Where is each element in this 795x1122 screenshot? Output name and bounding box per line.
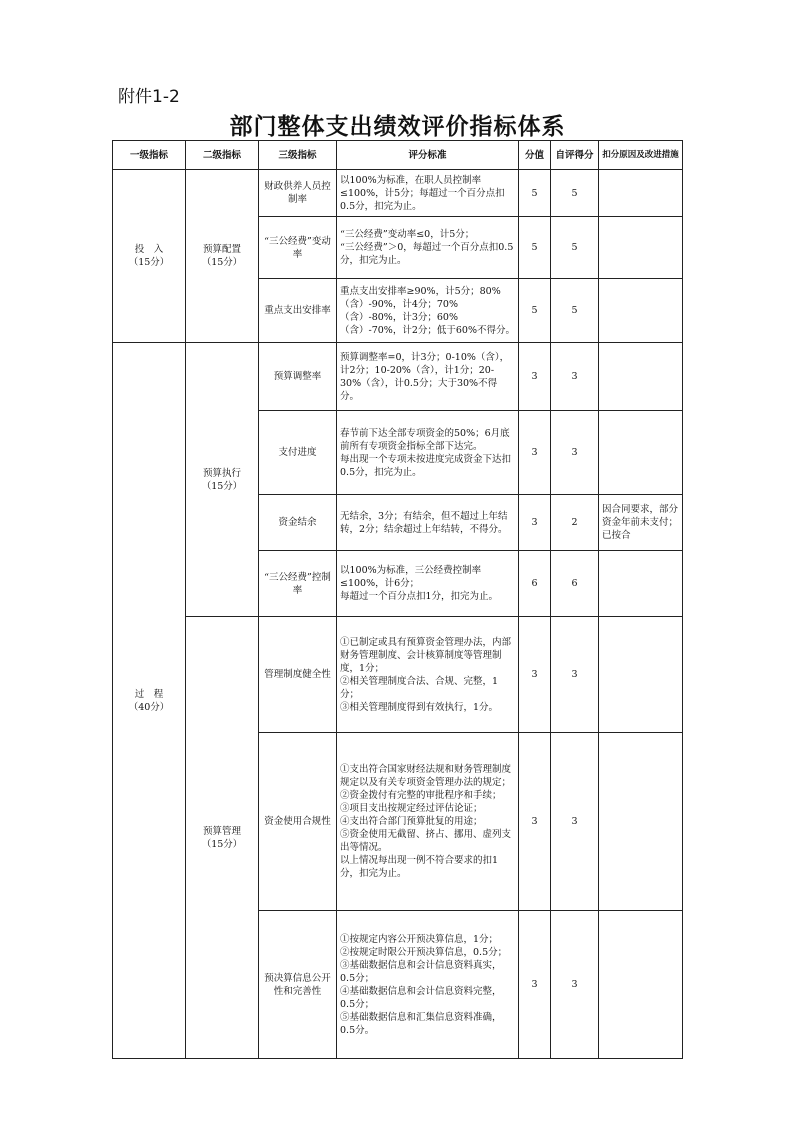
indicator-score: 5: [519, 279, 551, 343]
indicator-name: 资金结余: [259, 495, 337, 551]
indicator-reason: [599, 217, 683, 279]
table-row: [113, 170, 683, 217]
indicator-self-score: 5: [551, 170, 599, 217]
indicator-reason: [599, 411, 683, 495]
indicator-self-score: 3: [551, 617, 599, 733]
indicator-score: 3: [519, 411, 551, 495]
group-input: 投 入 （15分）: [113, 170, 186, 343]
indicator-self-score: 5: [551, 279, 599, 343]
indicator-standard: 春节前下达全部专项资金的50%；6月底前所有专项资金指标全部下达完。 每出现一个专项未按进度完成资金下达扣0.5分，扣完为止。: [337, 411, 519, 495]
table-header-row: [113, 141, 683, 170]
indicator-score: 5: [519, 170, 551, 217]
indicator-name: 管理制度健全性: [259, 617, 337, 733]
indicator-name: 预算调整率: [259, 343, 337, 411]
indicator-self-score: 3: [551, 411, 599, 495]
attachment-label: 附件1-2: [118, 87, 180, 107]
indicator-self-score: 6: [551, 551, 599, 617]
subgroup-budget-mgmt: 预算管理 （15分）: [186, 617, 259, 1059]
header-level1: 一级指标: [113, 141, 186, 170]
indicator-name: 重点支出安排率: [259, 279, 337, 343]
indicator-standard: 无结余，3分；有结余，但不超过上年结转，2分；结余超过上年结转，不得分。: [337, 495, 519, 551]
indicator-name: “三公经费”变动率: [259, 217, 337, 279]
indicator-name: “三公经费”控制率: [259, 551, 337, 617]
header-level3: 三级指标: [259, 141, 337, 170]
indicator-reason: [599, 733, 683, 911]
indicator-reason: [599, 551, 683, 617]
indicator-standard: ①按规定内容公开预决算信息，1分； ②按规定时限公开预决算信息，0.5分； ③基础数据信息和会计信息资料真实，0.5分； ④基础数据信息和会计信息资料完整，0.5分； ⑤基础数据信息和汇集信息资料准确，0.5分。: [337, 911, 519, 1059]
indicator-self-score: 3: [551, 733, 599, 911]
subgroup-budget-config: 预算配置 （15分）: [186, 170, 259, 343]
header-reason: 扣分原因及改进措施: [599, 141, 683, 170]
indicator-standard: 重点支出安排率≥90%，计5分；80%（含）-90%，计4分；70%（含）-80%，计3分；60%（含）-70%，计2分；低于60%不得分。: [337, 279, 519, 343]
header-level2: 二级指标: [186, 141, 259, 170]
indicator-standard: “三公经费”变动率≤0，计5分； “三公经费”＞0，每超过一个百分点扣0.5分，扣完为止。: [337, 217, 519, 279]
indicator-score: 3: [519, 733, 551, 911]
indicator-reason: [599, 170, 683, 217]
indicator-self-score: 5: [551, 217, 599, 279]
indicator-standard: 以100%为标准，三公经费控制率≤100%，计6分； 每超过一个百分点扣1分，扣完为止。: [337, 551, 519, 617]
indicator-standard: 以100%为标准，在职人员控制率≤100%，计5分；每超过一个百分点扣0.5分，扣完为止。: [337, 170, 519, 217]
indicator-self-score: 3: [551, 911, 599, 1059]
indicator-standard: 预算调整率=0，计3分；0-10%（含），计2分；10-20%（含），计1分；20-30%（含），计0.5分；大于30%不得分。: [337, 343, 519, 411]
indicator-standard: ①已制定或具有预算资金管理办法，内部财务管理制度、会计核算制度等管理制度，1分； ②相关管理制度合法、合规、完整，1分； ③相关管理制度得到有效执行，1分。: [337, 617, 519, 733]
header-standard: 评分标准: [337, 141, 519, 170]
indicator-standard: ①支出符合国家财经法规和财务管理制度规定以及有关专项资金管理办法的规定； ②资金拨付有完整的审批程序和手续； ③项目支出按规定经过评估论证； ④支出符合部门预算批复的用途； ⑤资金使用无截留、挤占、挪用、虚列支出等情况。 以上情况每出现一例不符合要求的扣1分，扣完为止。: [337, 733, 519, 911]
indicator-score: 3: [519, 495, 551, 551]
indicator-name: 资金使用合规性: [259, 733, 337, 911]
indicator-reason: [599, 911, 683, 1059]
indicator-reason: [599, 279, 683, 343]
table-row: [113, 617, 683, 733]
indicator-name: 支付进度: [259, 411, 337, 495]
indicator-reason: 因合同要求，部分资金年前未支付；已按合: [599, 495, 683, 551]
table-row: [113, 343, 683, 411]
indicator-self-score: 3: [551, 343, 599, 411]
header-self-score: 自评得分: [551, 141, 599, 170]
indicator-score: 3: [519, 911, 551, 1059]
indicator-name: 财政供养人员控制率: [259, 170, 337, 217]
indicator-score: 5: [519, 217, 551, 279]
indicator-score: 3: [519, 617, 551, 733]
evaluation-table: [112, 140, 683, 1059]
indicator-name: 预决算信息公开性和完善性: [259, 911, 337, 1059]
indicator-self-score: 2: [551, 495, 599, 551]
subgroup-budget-exec: 预算执行 （15分）: [186, 343, 259, 617]
indicator-score: 6: [519, 551, 551, 617]
page-title: 部门整体支出绩效评价指标体系: [229, 114, 566, 140]
indicator-reason: [599, 343, 683, 411]
indicator-score: 3: [519, 343, 551, 411]
header-score: 分值: [519, 141, 551, 170]
group-process: 过 程 （40分）: [113, 343, 186, 1059]
indicator-reason: [599, 617, 683, 733]
